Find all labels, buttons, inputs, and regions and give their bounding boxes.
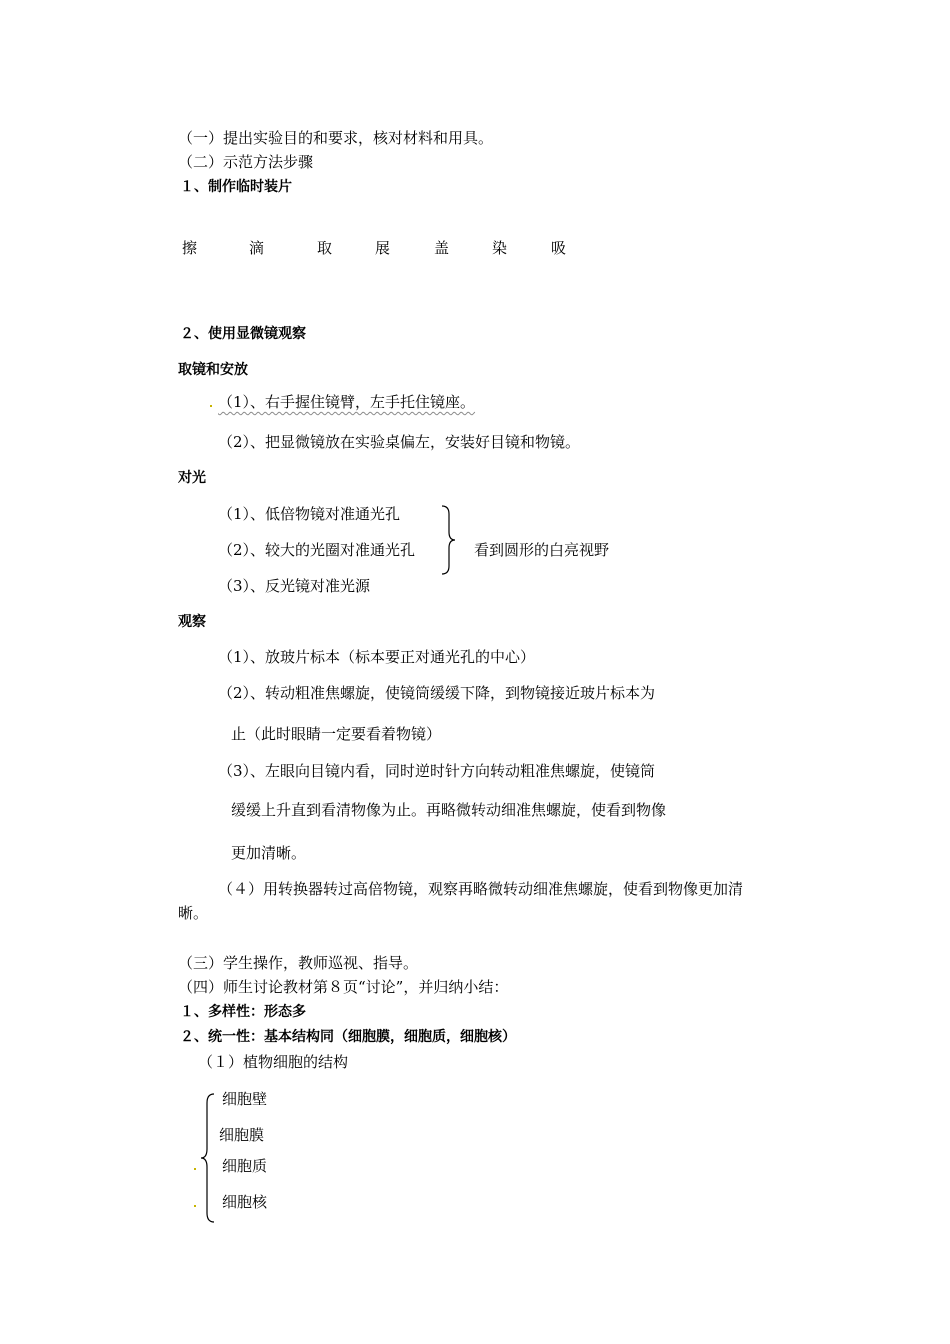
margin-mark	[194, 1168, 196, 1170]
light-step-1: （1）、低倍物镜对准通光孔	[218, 505, 401, 523]
heading-take-and-place: 取镜和安放	[178, 362, 248, 378]
section-3-text: （三）学生操作，教师巡视、指导。	[178, 954, 419, 972]
take-step-1: （1）、右手握住镜臂，左手托住镜座。	[218, 393, 476, 411]
heading-make-mount: １、制作临时装片	[180, 179, 292, 195]
step-take: 取	[317, 239, 333, 257]
section-1-text: （一）提出实验目的和要求，核对材料和用具。	[178, 129, 494, 147]
light-step-2: （2）、较大的光圈对准通光孔	[218, 541, 416, 559]
cell-part-membrane: 细胞膜	[219, 1126, 265, 1144]
cell-part-cytoplasm: 细胞质	[222, 1157, 268, 1175]
right-brace-icon	[440, 505, 456, 575]
observe-step-3-line-2: 缓缓上升直到看清物像为止。再略微转动细准焦螺旋，使看到物像	[231, 801, 667, 819]
observe-step-3-line-3: 更加清晰。	[231, 844, 307, 862]
step-absorb: 吸	[551, 239, 567, 257]
observe-step-4-line-1: （４）用转换器转过高倍物镜，观察再略微转动细准焦螺旋，使看到物像更加清	[218, 880, 744, 898]
observe-step-2-line-1: （2）、转动粗准焦螺旋，使镜筒缓缓下降，到物镜接近玻片标本为	[218, 684, 656, 702]
heading-observe: 观察	[178, 614, 206, 630]
observe-step-2-line-2: 止（此时眼睛一定要看着物镜）	[231, 725, 442, 743]
step-drop: 滴	[249, 239, 265, 257]
take-step-2: （2）、把显微镜放在实验桌偏左，安装好目镜和物镜。	[218, 433, 581, 451]
mount-steps-row	[0, 238, 950, 260]
light-step-3: （3）、反光镜对准光源	[218, 577, 371, 595]
cell-part-wall: 细胞壁	[222, 1090, 268, 1108]
heading-adjust-light: 对光	[178, 470, 206, 486]
heading-use-microscope: ２、使用显微镜观察	[180, 326, 306, 342]
summary-unity: ２、统一性：基本结构同（细胞膜，细胞质，细胞核）	[180, 1029, 516, 1045]
section-4-text: （四）师生讨论教材第８页“讨论”，并归纳小结：	[178, 978, 509, 996]
step-cover: 盖	[434, 239, 450, 257]
left-brace-icon	[200, 1093, 216, 1223]
step-stain: 染	[492, 239, 508, 257]
section-2-text: （二）示范方法步骤	[178, 153, 314, 171]
observe-step-3-line-1: （3）、左眼向目镜内看，同时逆时针方向转动粗准焦螺旋，使镜筒	[218, 762, 656, 780]
step-spread: 展	[375, 239, 391, 257]
light-result: 看到圆形的白亮视野	[474, 541, 610, 559]
margin-mark	[210, 405, 212, 407]
step-wipe: 擦	[182, 239, 198, 257]
plant-cell-structure-heading: （１）植物细胞的结构	[198, 1053, 349, 1071]
summary-diversity: １、多样性：形态多	[180, 1004, 306, 1020]
cell-part-nucleus: 细胞核	[222, 1193, 268, 1211]
observe-step-1: （1）、放玻片标本（标本要正对通光孔的中心）	[218, 648, 536, 666]
observe-step-4-line-2: 晰。	[178, 904, 209, 922]
margin-mark	[194, 1205, 196, 1207]
